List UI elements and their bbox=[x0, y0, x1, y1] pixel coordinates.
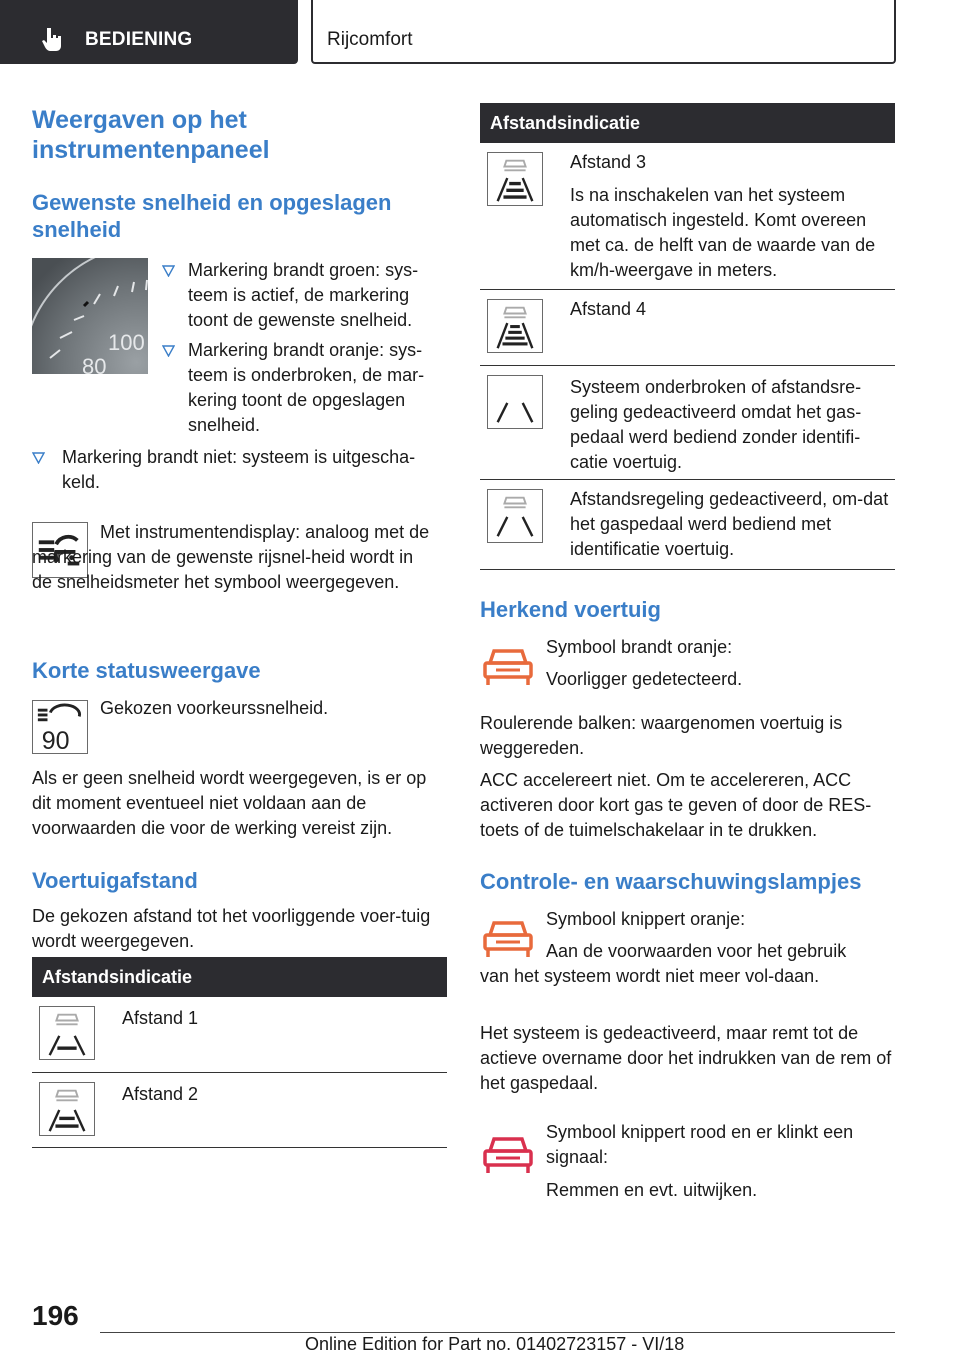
triangle-bullet-icon bbox=[32, 451, 45, 464]
triangle-bullet-icon bbox=[162, 344, 175, 357]
page-header bbox=[0, 0, 960, 66]
table-divider bbox=[32, 1147, 447, 1148]
table-divider bbox=[32, 1072, 447, 1073]
car-orange-icon bbox=[482, 643, 534, 689]
bullet-off bbox=[32, 445, 442, 495]
bullet-orange bbox=[162, 338, 442, 438]
hand-pointer-icon bbox=[40, 26, 66, 52]
row4-title: Afstand 4 bbox=[570, 299, 647, 319]
footer-divider bbox=[100, 1332, 895, 1333]
table-divider bbox=[480, 365, 895, 366]
rolling-bars-text: Roulerende balken: waargenomen voertuig is weggereden. bbox=[480, 713, 843, 758]
right-column bbox=[480, 103, 895, 1223]
table-row-label: Afstand 2 bbox=[122, 1084, 199, 1104]
display-note: Met instrumentendisplay: analoog met de markering van de gewenste rijsnel-heid wordt in de snelheidsmeter het symbool weergegeven. bbox=[32, 522, 430, 592]
row5-text: Systeem onderbroken of afstandsre-geling gedeactiveerd omdat het gas-pedaal werd bediend zonder identifi-catie voertuig. bbox=[570, 377, 862, 472]
row6-text: Afstandsregeling gedeactiveerd, om-dat het gaspedaal werd bediend met identificatie voertuig. bbox=[570, 489, 889, 559]
blink-red-line2: Remmen en evt. uitwijken. bbox=[546, 1180, 758, 1200]
speedometer-image bbox=[32, 258, 148, 374]
car-red-icon bbox=[482, 1131, 534, 1177]
table-divider bbox=[480, 289, 895, 290]
blink-orange-line2: Aan de voorwaarden voor het gebruik van het systeem wordt niet meer vol-daan. bbox=[480, 941, 847, 986]
heading-vehicle-distance: Voertuigafstand bbox=[32, 868, 198, 893]
section-title: Rijcomfort bbox=[327, 29, 413, 50]
speed-90-icon bbox=[32, 700, 88, 754]
status-note: Als er geen snelheid wordt weergegeven, is er op dit moment eventueel niet voldaan aan de voorwaarden die voor de werking vereist zijn. bbox=[32, 768, 427, 838]
distance-deactivated-icon bbox=[487, 489, 543, 543]
acc-text: ACC accelereert niet. Om te accelereren, ACC activeren door kort gas te geven of door de RES-toets of de tuimelschakelaar in te drukken. bbox=[480, 770, 872, 840]
page-number: 196 bbox=[32, 1300, 79, 1331]
row3-text: Is na inschakelen van het systeem automatisch ingesteld. Komt overeen met ca. de helft van de waarde van de km/h-weergave in meters. bbox=[570, 185, 876, 280]
heading-instrument-panel: Weergaven op het instrumentenpaneel bbox=[32, 106, 270, 164]
section-tab bbox=[311, 0, 896, 64]
distance-1-icon bbox=[39, 1006, 95, 1060]
table-header-right: Afstandsindicatie bbox=[480, 103, 895, 143]
bullet-orange-text: Markering brandt oranje: sys-teem is onderbroken, de mar-kering toont de opgeslagen snelheid. bbox=[188, 340, 425, 435]
distance-intro: De gekozen afstand tot het voorliggende voer-tuig wordt weergegeven. bbox=[32, 906, 431, 951]
heading-warning-lamps: Controle- en waarschuwingslampjes bbox=[480, 869, 862, 894]
svg-text:80: 80 bbox=[82, 354, 107, 374]
distance-2-icon bbox=[39, 1082, 95, 1136]
blink-red-line1: Symbool knippert rood en er klinkt een signaal: bbox=[546, 1122, 854, 1167]
chapter-tab bbox=[0, 0, 298, 64]
status-text: Gekozen voorkeurssnelheid. bbox=[100, 698, 329, 718]
triangle-bullet-icon bbox=[162, 264, 175, 277]
heading-desired-speed: Gewenste snelheid en opgeslagen snelheid bbox=[32, 190, 392, 242]
table-divider bbox=[480, 479, 895, 480]
deactivated-text: Het systeem is gedeactiveerd, maar remt tot de actieve overname door het indrukken van de rem of het gaspedaal. bbox=[480, 1023, 892, 1093]
distance-3-icon bbox=[487, 152, 543, 206]
table-header-left: Afstandsindicatie bbox=[32, 957, 447, 997]
distance-interrupted-icon bbox=[487, 375, 543, 429]
bullet-off-text: Markering brandt niet: systeem is uitgescha-keld. bbox=[62, 447, 416, 492]
recognized-line1: Symbool brandt oranje: bbox=[546, 637, 733, 657]
heading-short-status: Korte statusweergave bbox=[32, 658, 261, 683]
left-column bbox=[32, 100, 447, 1200]
table-divider bbox=[480, 569, 895, 570]
row3-title: Afstand 3 bbox=[570, 152, 647, 172]
blink-orange-line1: Symbool knippert oranje: bbox=[546, 909, 746, 929]
bullet-green bbox=[162, 258, 442, 333]
speed-value: 90 bbox=[41, 727, 70, 753]
footer-edition: Online Edition for Part no. 01402723157 - VI/18 bbox=[305, 1334, 685, 1354]
heading-recognized-vehicle: Herkend voertuig bbox=[480, 597, 661, 622]
svg-text:100: 100 bbox=[108, 330, 145, 355]
chapter-title: BEDIENING bbox=[85, 29, 193, 50]
table-row-label: Afstand 1 bbox=[122, 1008, 199, 1028]
bullet-green-text: Markering brandt groen: sys-teem is actief, de markering toont de gewenste snelheid. bbox=[188, 260, 419, 330]
distance-4-icon bbox=[487, 299, 543, 353]
recognized-line2: Voorligger gedetecteerd. bbox=[546, 669, 743, 689]
